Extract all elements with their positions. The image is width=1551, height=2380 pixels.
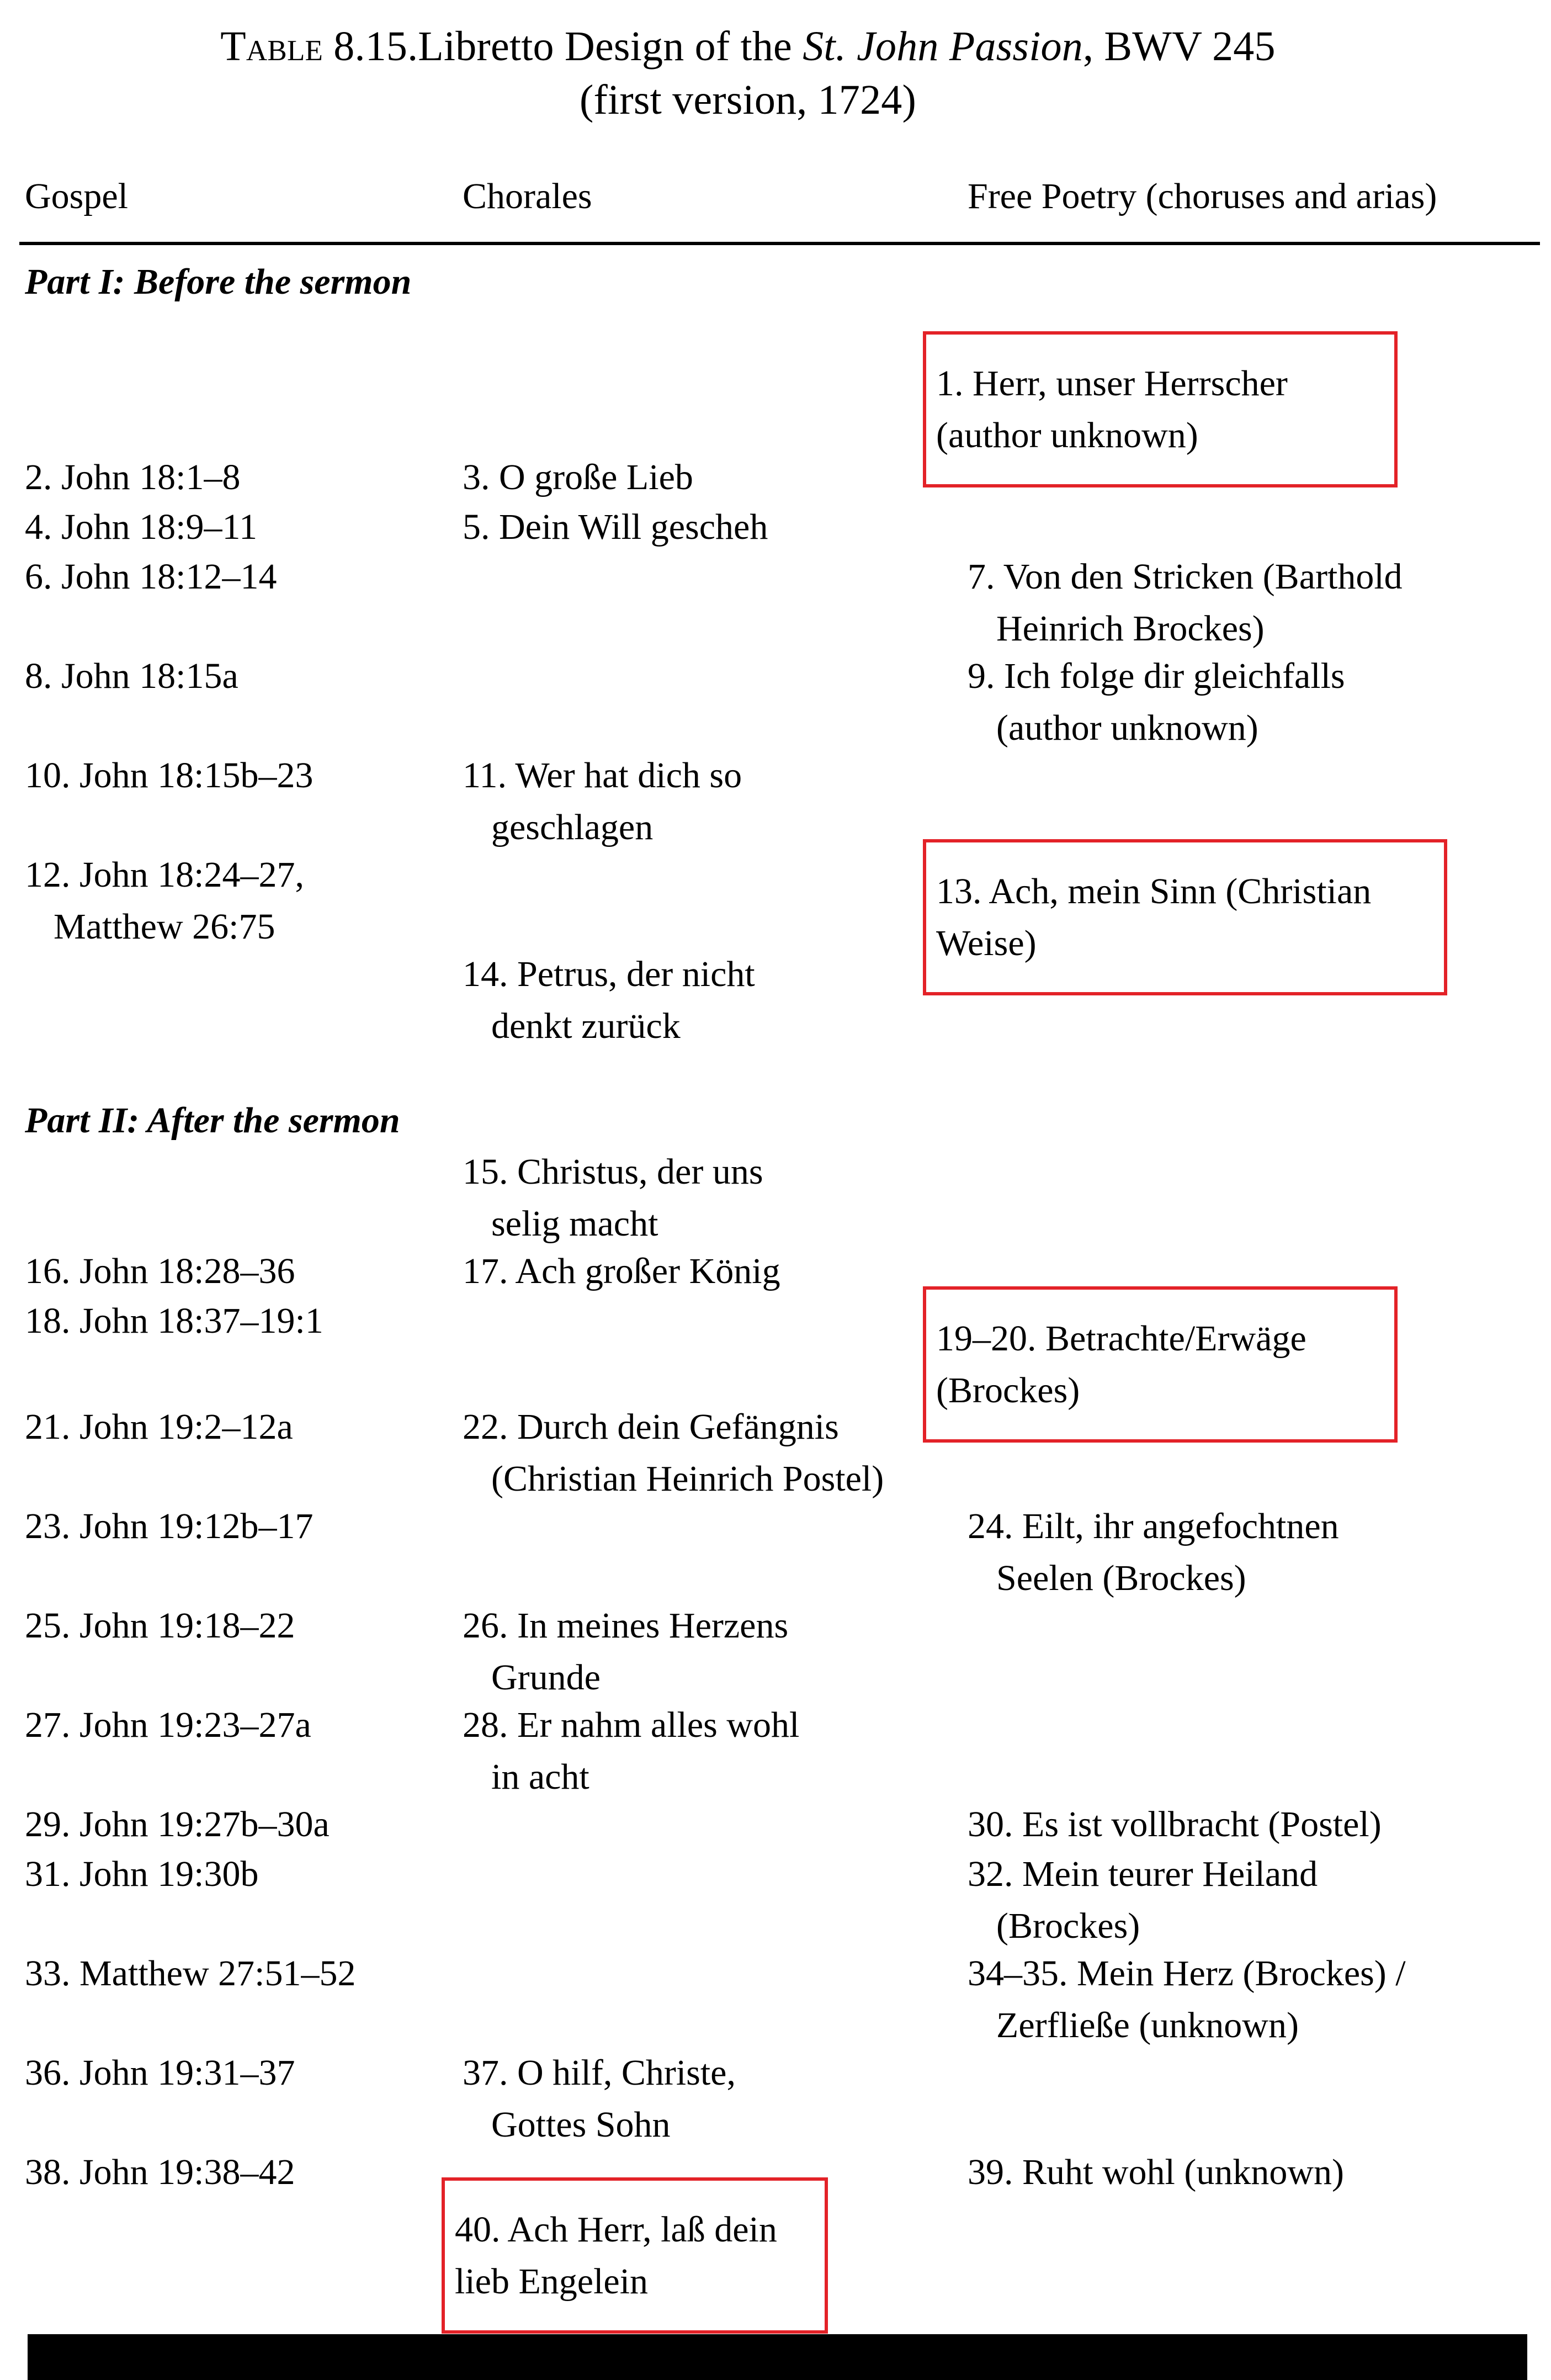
movement-7-line-1: 7. Von den Stricken (Barthold (968, 556, 1403, 597)
movement-1-line-1: 1. Herr, unser Herrscher (936, 363, 1288, 404)
movement-9-line-1: 9. Ich folge dir gleichfalls (968, 656, 1345, 696)
movement-8-cell: 8. John 18:15a (25, 656, 238, 696)
movement-9-line-2: (author unknown) (996, 707, 1258, 748)
movement-13-line-1: 13. Ach, mein Sinn (Christian (936, 871, 1372, 911)
movement-40-line-2: lieb Engelein (455, 2261, 649, 2302)
movement-19-20-line-1: 19–20. Betrachte/Erwäge (936, 1318, 1306, 1359)
movement-34-35-line-2: Zerfließe (unknown) (996, 2005, 1299, 2045)
movement-31-cell: 31. John 19:30b (25, 1854, 259, 1894)
movement-4-cell: 4. John 18:9–11 (25, 507, 258, 547)
movement-12-line-2: Matthew 26:75 (54, 906, 275, 947)
column-header-free-poetry: Free Poetry (choruses and arias) (968, 176, 1437, 216)
movement-13-line-2: Weise) (936, 923, 1037, 963)
movement-37-cell (463, 2047, 948, 2150)
movement-2-cell: 2. John 18:1–8 (25, 457, 241, 497)
movement-14-line-1: 14. Petrus, der nicht (463, 954, 755, 994)
table-number-label: Table 8.15. (220, 23, 418, 70)
movement-21-cell: 21. John 19:2–12a (25, 1407, 293, 1447)
movement-7-cell (968, 551, 1525, 654)
column-header-gospel: Gospel (25, 176, 128, 216)
movement-33-cell: 33. Matthew 27:51–52 (25, 1953, 356, 1994)
movement-24-line-1: 24. Eilt, ihr angefochtnen (968, 1506, 1339, 1546)
movement-25-cell: 25. John 19:18–22 (25, 1605, 295, 1646)
movement-15-line-2: selig macht (491, 1203, 658, 1244)
movement-10-cell: 10. John 18:15b–23 (25, 755, 314, 796)
movement-1-line-2: (author unknown) (936, 415, 1198, 455)
column-header-chorales: Chorales (463, 176, 592, 216)
movement-7-line-2: Heinrich Brockes) (996, 608, 1265, 649)
movement-36-cell: 36. John 19:31–37 (25, 2053, 295, 2093)
movement-17-cell: 17. Ach großer König (463, 1251, 780, 1291)
movement-15-cell (463, 1146, 948, 1249)
movement-12-cell (25, 849, 455, 952)
movement-34-35-line-1: 34–35. Mein Herz (Brockes) / (968, 1953, 1406, 1994)
movement-22-cell (463, 1401, 948, 1504)
movement-26-line-2: Grunde (491, 1657, 601, 1698)
movement-26-line-1: 26. In meines Herzens (463, 1605, 789, 1646)
movement-40-cell (442, 2177, 828, 2334)
movement-11-line-1: 11. Wer hat dich so (463, 755, 742, 796)
movement-9-cell (968, 650, 1525, 754)
movement-27-cell: 27. John 19:23–27a (25, 1705, 311, 1745)
movement-24-line-2: Seelen (Brockes) (996, 1557, 1246, 1598)
movement-22-line-2: (Christian Heinrich Postel) (491, 1458, 884, 1499)
movement-11-cell (463, 750, 948, 853)
movement-14-line-2: denkt zurück (491, 1005, 681, 1046)
movement-16-cell: 16. John 18:28–36 (25, 1251, 295, 1291)
movement-5-cell: 5. Dein Will gescheh (463, 507, 768, 547)
movement-30-cell: 30. Es ist vollbracht (Postel) (968, 1804, 1382, 1844)
work-title: St. John Passion (803, 23, 1083, 70)
bottom-black-bar (28, 2334, 1527, 2380)
movement-29-cell: 29. John 19:27b–30a (25, 1804, 330, 1844)
movement-12-line-1: 12. John 18:24–27, (25, 855, 305, 895)
movement-28-line-1: 28. Er nahm alles wohl (463, 1705, 800, 1745)
movement-18-cell: 18. John 18:37–19:1 (25, 1301, 323, 1341)
table-title-suffix: , BWV 245 (1082, 23, 1276, 70)
movement-22-line-1: 22. Durch dein Gefängnis (463, 1407, 839, 1447)
movement-34-35-cell (968, 1948, 1525, 2051)
movement-37-line-1: 37. O hilf, Christe, (463, 2053, 736, 2093)
movement-32-line-1: 32. Mein teurer Heiland (968, 1854, 1318, 1894)
movement-14-cell (463, 948, 948, 1052)
part-heading-1: Part I: Before the sermon (25, 262, 412, 302)
movement-39-cell: 39. Ruht wohl (unknown) (968, 2152, 1344, 2192)
movement-32-cell (968, 1848, 1525, 1952)
table-title-prefix: Libretto Design of the (418, 23, 803, 70)
table-title-line-2: (first version, 1724) (580, 77, 916, 124)
movement-11-line-2: geschlagen (491, 807, 654, 847)
movement-15-line-1: 15. Christus, der uns (463, 1152, 763, 1192)
movement-23-cell: 23. John 19:12b–17 (25, 1506, 314, 1546)
part-heading-2: Part II: After the sermon (25, 1100, 400, 1141)
movement-38-cell: 38. John 19:38–42 (25, 2152, 295, 2192)
movement-19-20-line-2: (Brockes) (936, 1370, 1080, 1411)
movement-32-line-2: (Brockes) (996, 1905, 1140, 1946)
movement-24-cell (968, 1501, 1525, 1604)
movement-6-cell: 6. John 18:12–14 (25, 556, 277, 597)
movement-28-line-2: in acht (491, 1756, 589, 1797)
movement-37-line-2: Gottes Sohn (491, 2104, 671, 2145)
movement-1-cell (923, 331, 1398, 487)
movement-40-line-1: 40. Ach Herr, laß dein (455, 2209, 777, 2250)
movement-26-cell (463, 1600, 948, 1703)
movement-13-cell (923, 839, 1447, 995)
movement-3-cell: 3. O große Lieb (463, 457, 693, 497)
movement-19-20-cell (923, 1286, 1398, 1443)
movement-28-cell (463, 1699, 948, 1803)
